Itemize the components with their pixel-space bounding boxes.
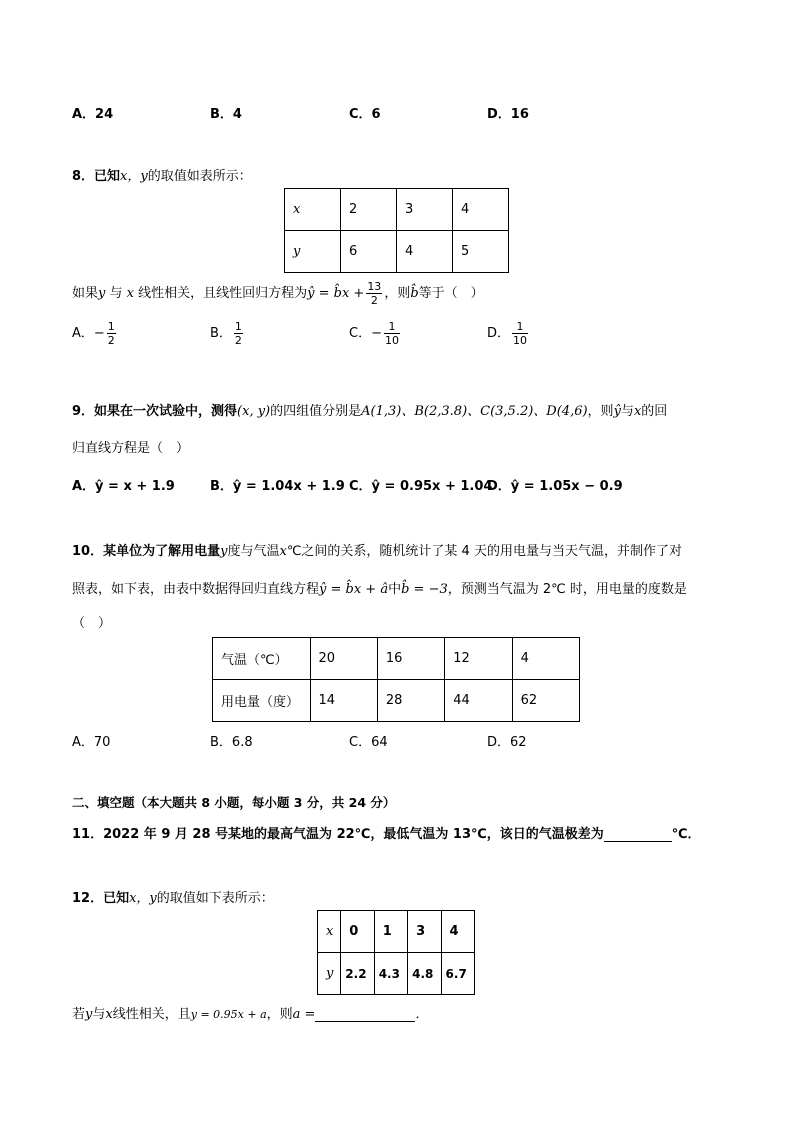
q10-option-b: B．6.8 bbox=[210, 735, 253, 750]
q10-option-d: D．62 bbox=[487, 735, 527, 750]
q12-answer-blank[interactable] bbox=[315, 1007, 415, 1022]
q12-table-cell: 6.7 bbox=[441, 953, 474, 995]
q9-stem: 9．如果在一次试验中，测得(x, y)的四组值分别是A(1,3)、B(2,3.8)、C(3,5.2)、D(4,6)，则ŷ与x的回 bbox=[72, 404, 668, 419]
q9-option-a: A．ŷ = x + 1.9 bbox=[72, 479, 175, 494]
q12-table-cell: x bbox=[318, 911, 341, 953]
section-heading: 二、填空题（本大题共 8 小题，每小题 3 分，共 24 分） bbox=[72, 795, 396, 810]
q10-table-cell: 用电量（度） bbox=[213, 680, 311, 722]
q10-table-cell: 4 bbox=[512, 638, 579, 680]
q10-table-cell: 12 bbox=[445, 638, 512, 680]
q10-table-cell: 16 bbox=[377, 638, 444, 680]
q10-stem-line3: （ ） bbox=[72, 616, 112, 631]
q12-table-cell: y bbox=[318, 953, 341, 995]
q9-option-d: D．ŷ = 1.05x − 0.9 bbox=[487, 479, 623, 494]
q10-table-cell: 20 bbox=[310, 638, 377, 680]
q10-option-c: C．64 bbox=[349, 735, 388, 750]
q12-table bbox=[317, 910, 475, 995]
q7-option-b: B．4 bbox=[210, 107, 242, 122]
q12-stem: 12．已知x，y的取值如下表所示： bbox=[72, 891, 274, 906]
q10-table-cell: 62 bbox=[512, 680, 579, 722]
q8-table-cell: 4 bbox=[397, 231, 453, 273]
q8-table-cell: y bbox=[285, 231, 341, 273]
q8-table-cell: 6 bbox=[341, 231, 397, 273]
q8-eq-fraction: $\frac{13}{2}$ bbox=[367, 280, 382, 307]
q12-table-cell: 2.2 bbox=[341, 953, 374, 995]
q10-option-a: A．70 bbox=[72, 735, 111, 750]
q12-table-cell: 4.8 bbox=[408, 953, 441, 995]
q8-table bbox=[284, 188, 509, 273]
q10-stem: 10．某单位为了解用电量y度与气温x℃之间的关系，随机统计了某 4 天的用电量与当天气温，并制作了对 bbox=[72, 544, 682, 559]
q12-table-cell: 1 bbox=[374, 911, 407, 953]
q8-table-cell: 4 bbox=[453, 189, 509, 231]
q12-table-cell: 4.3 bbox=[374, 953, 407, 995]
q8-table-cell: 3 bbox=[397, 189, 453, 231]
q12-table-cell: 3 bbox=[408, 911, 441, 953]
q10-table-cell: 气温（℃） bbox=[213, 638, 311, 680]
q8-table-cell: 5 bbox=[453, 231, 509, 273]
q10-table-cell: 14 bbox=[310, 680, 377, 722]
q10-table-cell: 28 bbox=[377, 680, 444, 722]
q9-stem-line2: 归直线方程是（ ） bbox=[72, 441, 190, 456]
q10-table bbox=[212, 637, 580, 722]
q10-stem-line2: 照表，如下表，由表中数据得回归直线方程ŷ = b̂x + â中b̂ = −3，预测当气温为 2℃ 时，用电量的度数是 bbox=[72, 582, 687, 597]
q9-option-b: B．ŷ = 1.04x + 1.9 bbox=[210, 479, 345, 494]
q10-table-cell: 44 bbox=[445, 680, 512, 722]
q8-table-cell: x bbox=[285, 189, 341, 231]
q11-stem: 11．2022 年 9 月 28 号某地的最高气温为 22℃，最低气温为 13℃，该日的气温极差为 ℃． bbox=[72, 827, 701, 842]
q8-stem: 8．已知x，y的取值如表所示： bbox=[72, 169, 252, 184]
q12-table-cell: 0 bbox=[341, 911, 374, 953]
q7-option-a: A．24 bbox=[72, 107, 114, 122]
q12-condition: 若y与x线性相关，且y = 0.95x + a，则a = ． bbox=[72, 1007, 429, 1022]
q8-option-a: A．− $\frac{1}{2}$ bbox=[72, 320, 115, 347]
q7-option-d: D．16 bbox=[487, 107, 529, 122]
q8-option-c: C．− $\frac{1}{10}$ bbox=[349, 320, 399, 347]
q11-answer-blank[interactable] bbox=[604, 827, 672, 842]
q9-option-c: C．ŷ = 0.95x + 1.04 bbox=[349, 479, 493, 494]
q8-table-cell: 2 bbox=[341, 189, 397, 231]
q12-table-cell: 4 bbox=[441, 911, 474, 953]
q8-condition: 如果y 与 x 线性相关，且线性回归方程为ŷ = b̂x + $\frac{13}{2}$ ，则b̂等于（ ） bbox=[72, 280, 484, 307]
q8-option-b: B． $\frac{1}{2}$ bbox=[210, 320, 242, 347]
q8-option-d: D． $\frac{1}{10}$ bbox=[487, 320, 528, 347]
q7-option-c: C．6 bbox=[349, 107, 381, 122]
